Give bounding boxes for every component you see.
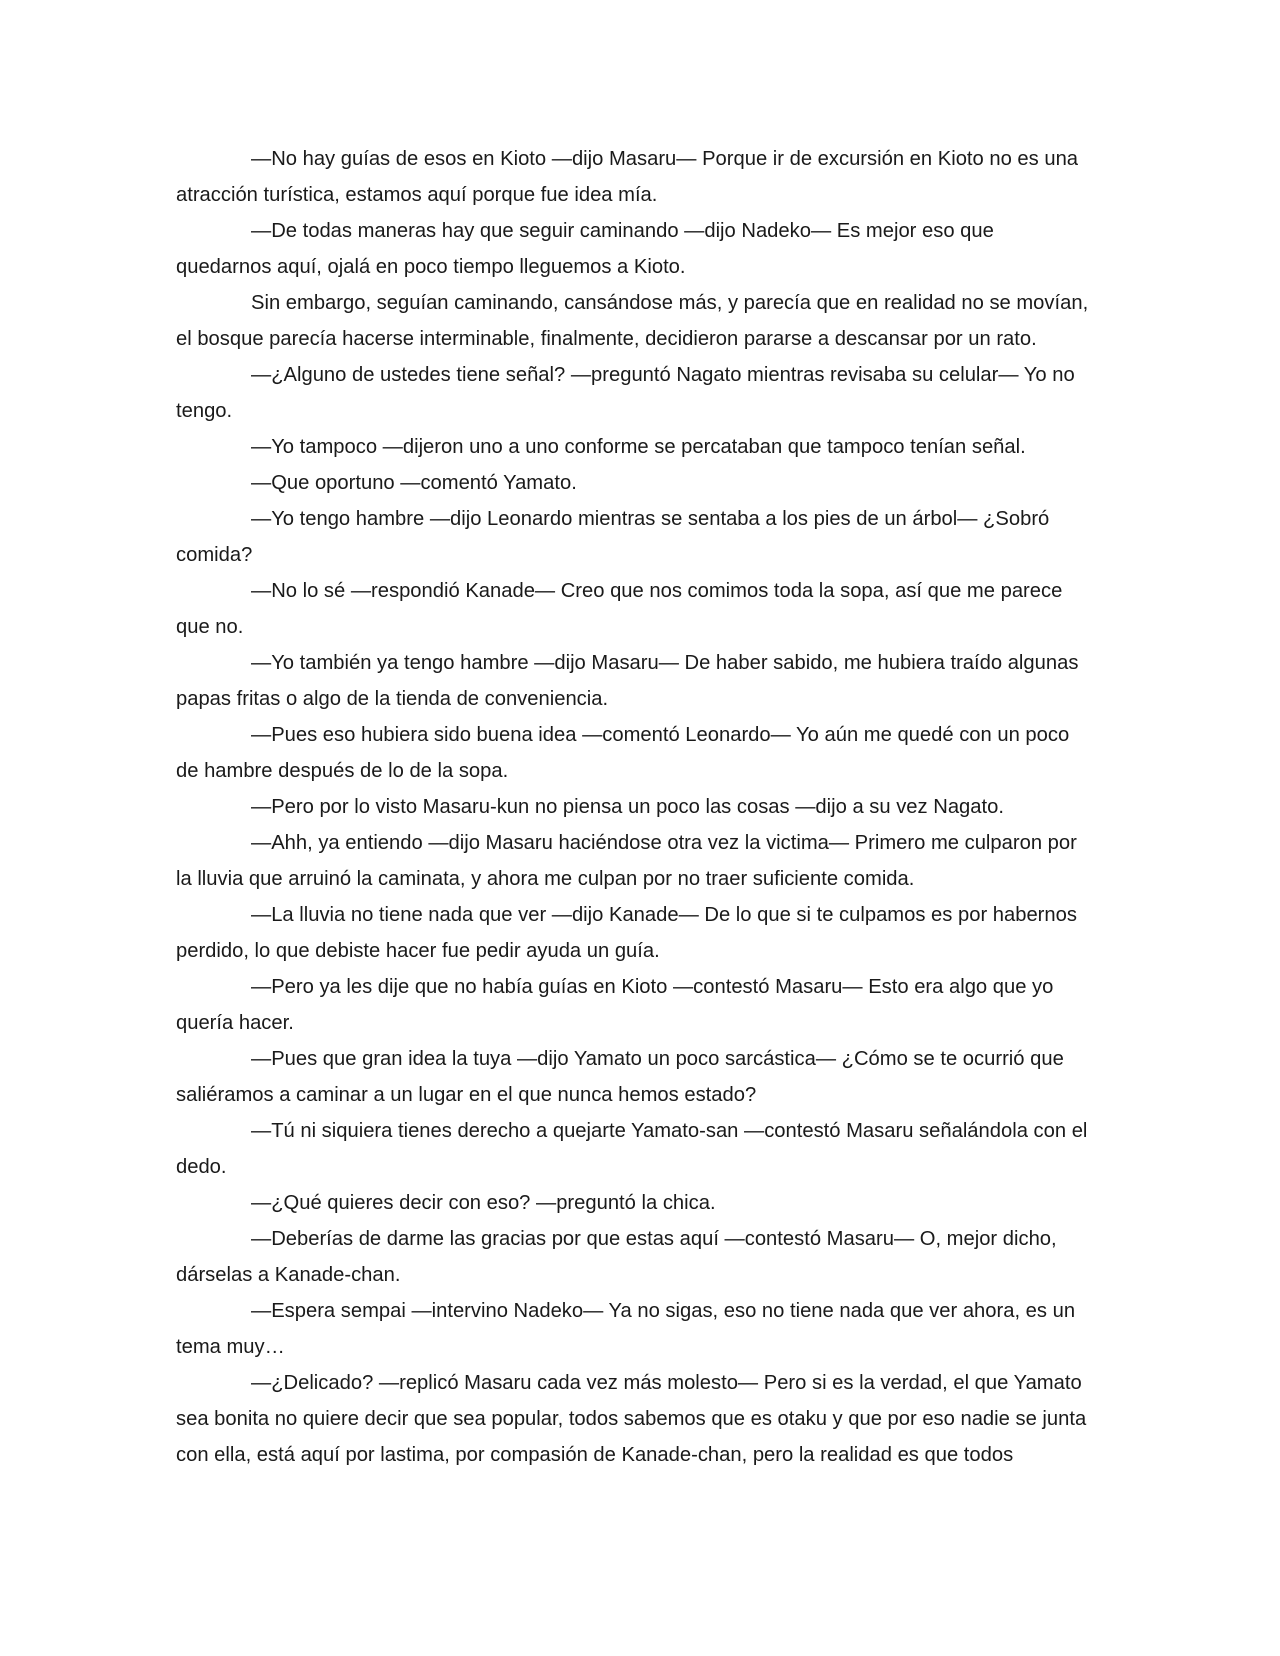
document-page — [176, 141, 1094, 1473]
paragraph: —¿Delicado? —replicó Masaru cada vez más molesto— Pero si es la verdad, el que Yamato sea bonita no quiere decir que sea popular, todos sabemos que es otaku y que por eso nadie se junta con ella, está aquí por lastima, por compasión de Kanade-chan, pero la realidad es que todos — [176, 1372, 1087, 1466]
paragraph: —Yo también ya tengo hambre —dijo Masaru— De haber sabido, me hubiera traído algunas papas fritas o algo de la tienda de conveniencia. — [176, 652, 1079, 710]
paragraph: —Yo tengo hambre —dijo Leonardo mientras se sentaba a los pies de un árbol— ¿Sobró comida? — [176, 508, 1050, 566]
paragraph: Sin embargo, seguían caminando, cansándose más, y parecía que en realidad no se movían, el bosque parecía hacerse interminable, finalmente, decidieron pararse a descansar por un rato. — [176, 292, 1089, 350]
paragraph: —Pero por lo visto Masaru-kun no piensa un poco las cosas —dijo a su vez Nagato. — [251, 796, 1004, 818]
paragraph: —Deberías de darme las gracias por que estas aquí —contestó Masaru— O, mejor dicho, dárselas a Kanade-chan. — [176, 1228, 1057, 1286]
paragraph: —Que oportuno —comentó Yamato. — [251, 472, 577, 494]
paragraph: —La lluvia no tiene nada que ver —dijo Kanade— De lo que si te culpamos es por habernos perdido, lo que debiste hacer fue pedir ayuda un guía. — [176, 904, 1077, 962]
paragraph: —Espera sempai —intervino Nadeko— Ya no sigas, eso no tiene nada que ver ahora, es un tema muy… — [176, 1300, 1076, 1358]
paragraph: —Pues eso hubiera sido buena idea —comentó Leonardo— Yo aún me quedé con un poco de hambre después de lo de la sopa. — [176, 724, 1070, 782]
paragraph: —De todas maneras hay que seguir caminando —dijo Nadeko— Es mejor eso que quedarnos aquí, ojalá en poco tiempo lleguemos a Kioto. — [176, 220, 994, 278]
paragraph: —No lo sé —respondió Kanade— Creo que nos comimos toda la sopa, así que me parece que no. — [176, 580, 1063, 638]
paragraph: —Ahh, ya entiendo —dijo Masaru haciéndose otra vez la victima— Primero me culparon por la lluvia que arruinó la caminata, y ahora me culpan por no traer suficiente comida. — [176, 832, 1077, 890]
paragraph: —Pues que gran idea la tuya —dijo Yamato un poco sarcástica— ¿Cómo se te ocurrió que saliéramos a caminar a un lugar en el que nunca hemos estado? — [176, 1048, 1064, 1106]
paragraph: —¿Qué quieres decir con eso? —preguntó la chica. — [251, 1192, 716, 1214]
paragraph: —No hay guías de esos en Kioto —dijo Masaru— Porque ir de excursión en Kioto no es una atracción turística, estamos aquí porque fue idea mía. — [176, 148, 1079, 206]
paragraph: —Pero ya les dije que no había guías en Kioto —contestó Masaru— Esto era algo que yo quería hacer. — [176, 976, 1054, 1034]
paragraph: —Tú ni siquiera tienes derecho a quejarte Yamato-san —contestó Masaru señalándola con el dedo. — [176, 1120, 1088, 1178]
paragraph: —Yo tampoco —dijeron uno a uno conforme se percataban que tampoco tenían señal. — [251, 436, 1026, 458]
paragraph: —¿Alguno de ustedes tiene señal? —preguntó Nagato mientras revisaba su celular— Yo no tengo. — [176, 364, 1075, 422]
